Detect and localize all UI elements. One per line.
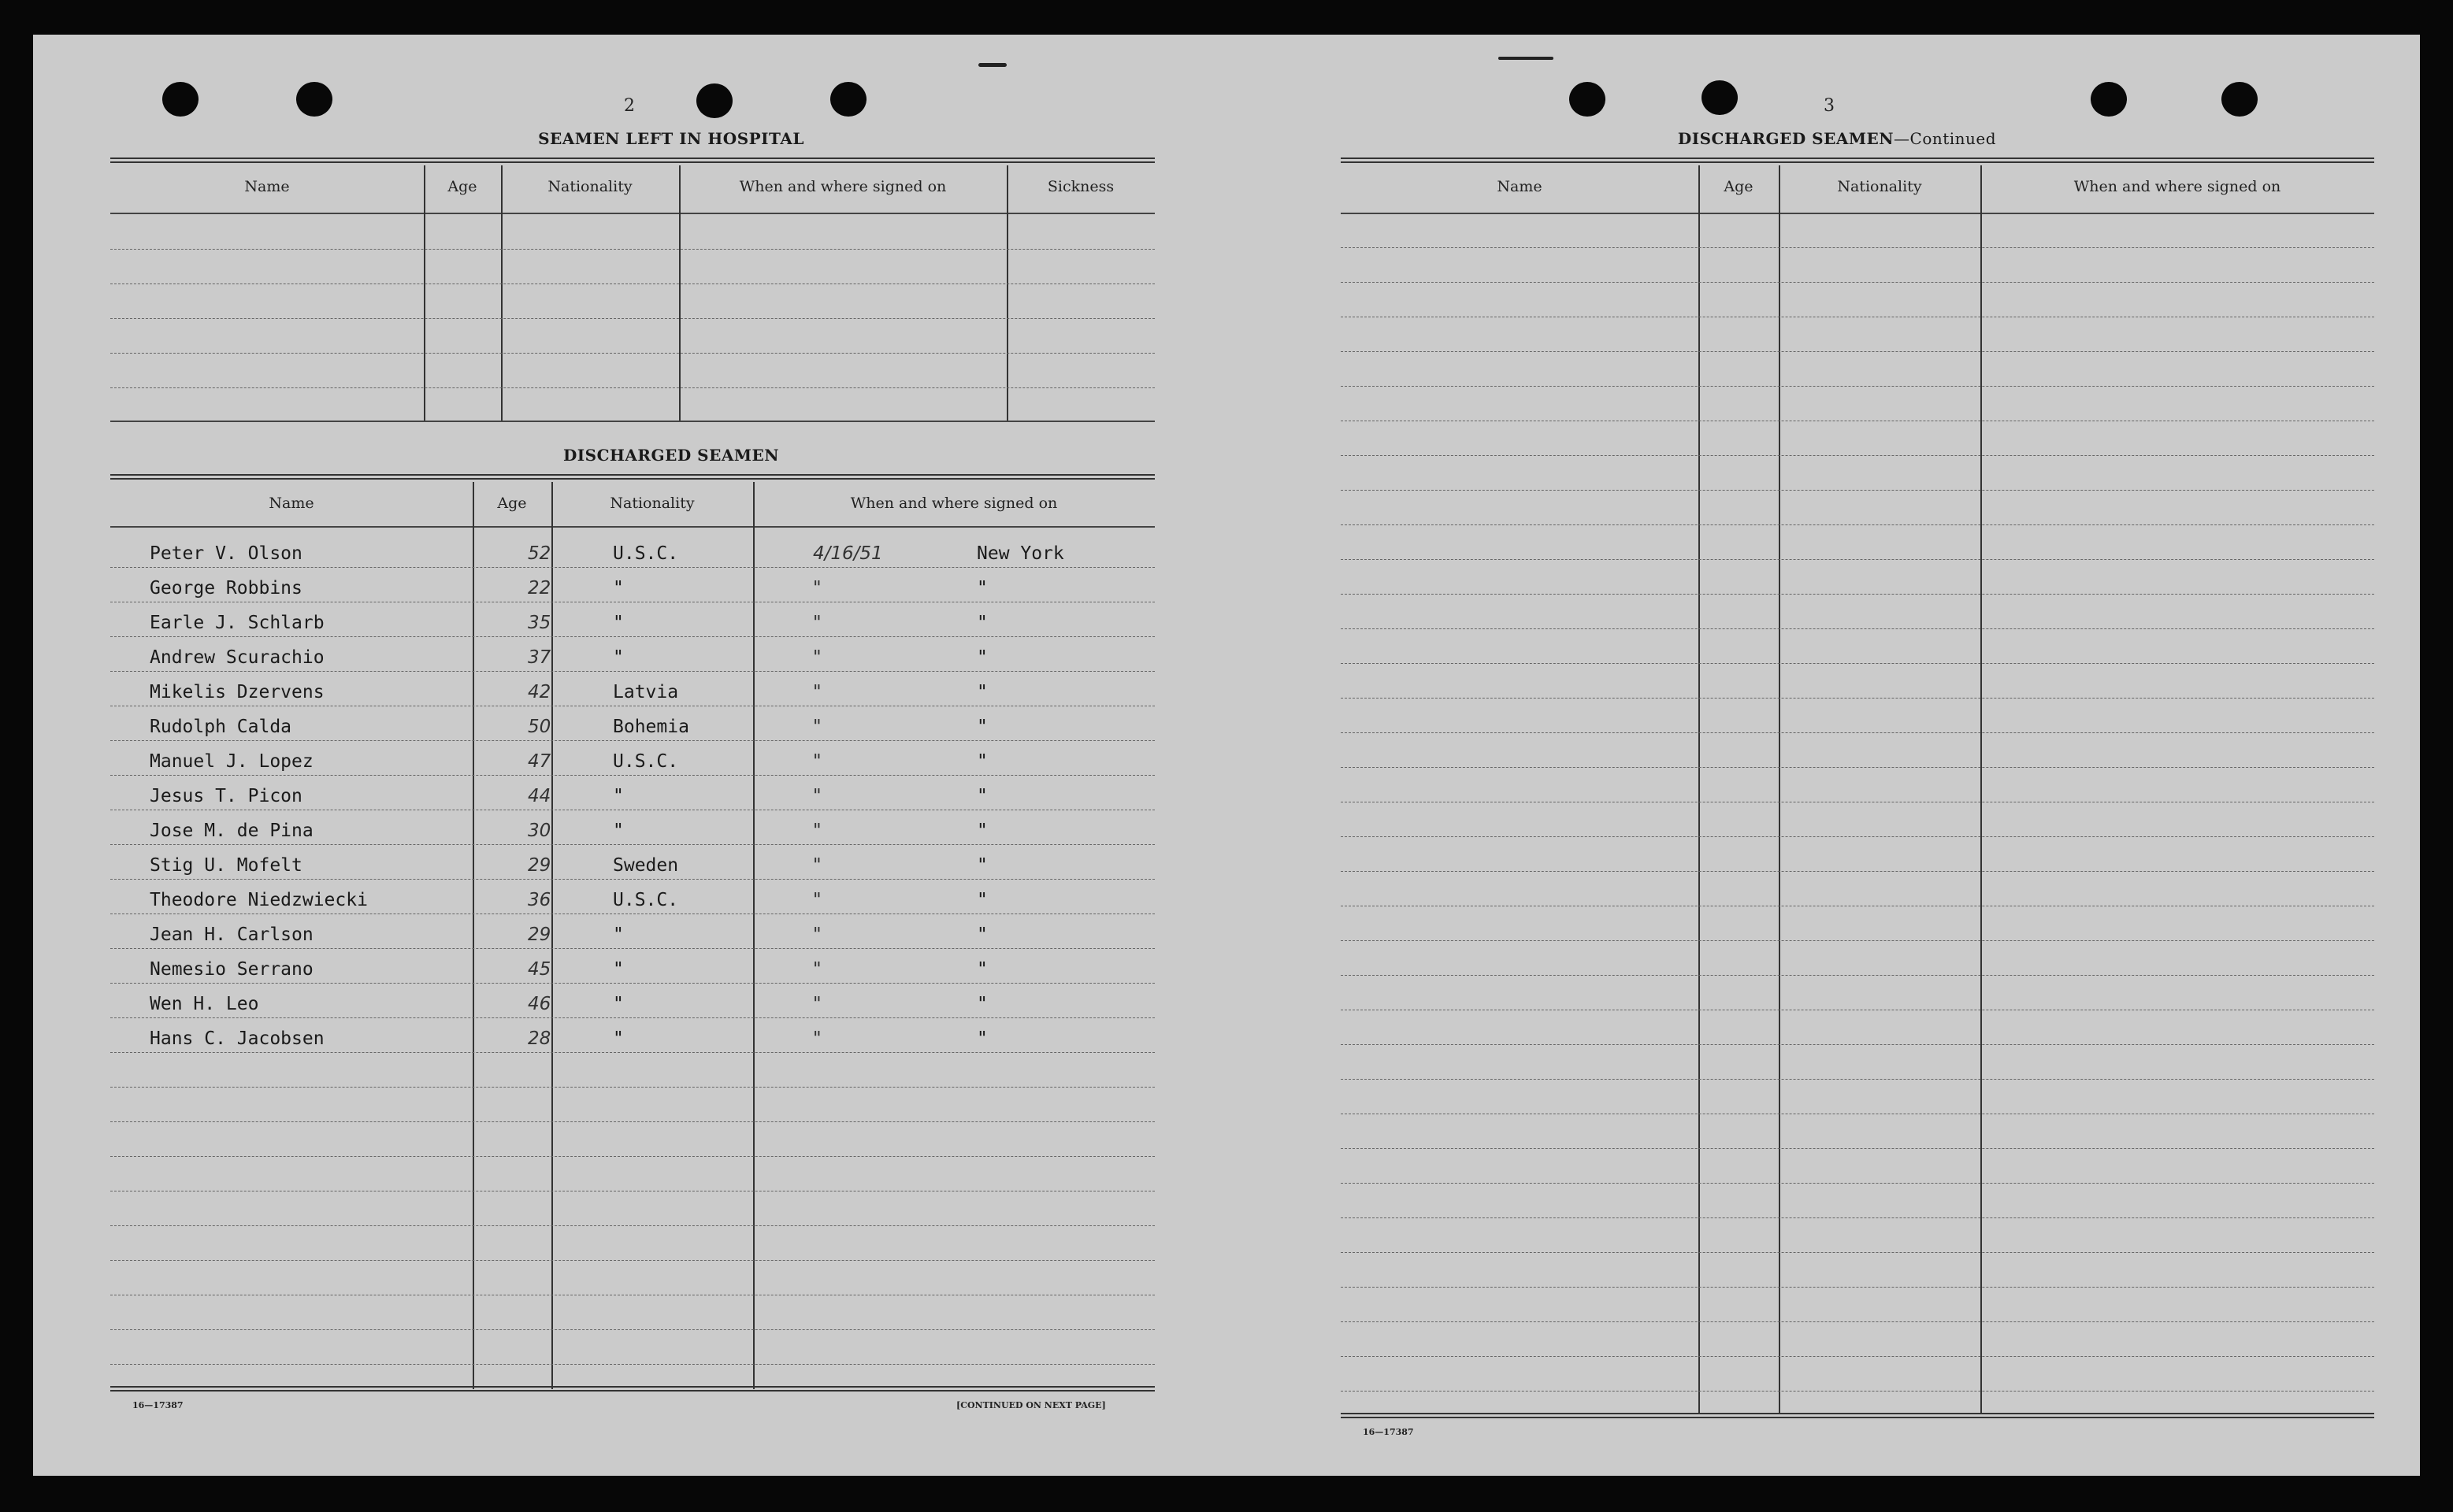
- cell-age: 47: [528, 751, 551, 772]
- cell-name: Nemesio Serrano: [150, 959, 314, 980]
- row-line: [1341, 1183, 2374, 1184]
- column-header-name: Name: [1497, 178, 1542, 195]
- cell-when: ": [813, 682, 822, 702]
- cell-when: ": [813, 959, 822, 980]
- cell-nationality: U.S.C.: [613, 751, 679, 772]
- row-line: [1341, 282, 2374, 283]
- cell-name: Stig U. Mofelt: [150, 855, 302, 876]
- table-bottom-rule: [1341, 1413, 2374, 1418]
- punch-hole: [696, 83, 733, 118]
- right-page: [1262, 35, 2420, 1476]
- punch-hole: [2091, 82, 2127, 117]
- row-line: [110, 1225, 1155, 1226]
- cell-nationality: Latvia: [613, 682, 679, 702]
- cell-when: ": [813, 821, 822, 841]
- cell-where: ": [977, 717, 988, 737]
- row-line: [110, 1017, 1155, 1018]
- row-line: [110, 983, 1155, 984]
- cell-nationality: Sweden: [613, 855, 679, 876]
- row-line: [110, 1087, 1155, 1088]
- row-line: [1341, 732, 2374, 733]
- title-continued: —Continued: [1894, 129, 1997, 148]
- row-line: [110, 1156, 1155, 1157]
- cell-where: New York: [977, 543, 1064, 564]
- cell-name: Jean H. Carlson: [150, 925, 314, 945]
- cell-name: Rudolph Calda: [150, 717, 292, 737]
- table-top-rule: [1341, 158, 2374, 163]
- cell-name: Peter V. Olson: [150, 543, 302, 564]
- cell-where: ": [977, 994, 988, 1014]
- row-line: [1341, 386, 2374, 387]
- row-line: [1341, 594, 2374, 595]
- row-line: [110, 1121, 1155, 1122]
- cell-age: 50: [528, 717, 551, 737]
- left-page: [33, 35, 1183, 1476]
- cell-when: ": [813, 890, 822, 910]
- row-line: [1341, 1321, 2374, 1322]
- row-line: [110, 740, 1155, 741]
- row-line: [1341, 1356, 2374, 1357]
- cell-nationality: ": [613, 613, 624, 633]
- table-top-rule: [110, 474, 1155, 480]
- discharged-section-title: DISCHARGED SEAMEN: [562, 446, 780, 465]
- row-line: [1341, 1148, 2374, 1149]
- punch-hole: [162, 82, 199, 117]
- cell-age: 29: [528, 925, 551, 945]
- cell-nationality: ": [613, 925, 624, 945]
- ink-smudge: [978, 63, 1007, 67]
- cell-name: Hans C. Jacobsen: [150, 1028, 325, 1049]
- row-line: [1341, 1217, 2374, 1218]
- row-line: [110, 1364, 1155, 1365]
- cell-where: ": [977, 786, 988, 806]
- cell-name: Jesus T. Picon: [150, 786, 302, 806]
- cell-age: 46: [528, 994, 551, 1014]
- cell-name: George Robbins: [150, 578, 302, 598]
- punch-hole: [2221, 82, 2258, 117]
- row-line: [110, 1052, 1155, 1053]
- cell-name: Theodore Niedzwiecki: [150, 890, 368, 910]
- cell-age: 52: [528, 543, 551, 564]
- cell-nationality: ": [613, 994, 624, 1014]
- column-header-when-where: When and where signed on: [850, 495, 1058, 512]
- cell-name: Andrew Scurachio: [150, 647, 325, 668]
- page-number: 2: [624, 96, 635, 116]
- column-header-nationality: Nationality: [610, 495, 695, 512]
- cell-when: ": [813, 855, 822, 876]
- title-main: DISCHARGED SEAMEN: [1677, 129, 1894, 148]
- cell-when: 4/16/51: [813, 543, 883, 564]
- hospital-section-title: SEAMEN LEFT IN HOSPITAL: [538, 129, 804, 148]
- row-line: [1341, 247, 2374, 248]
- row-line: [1341, 767, 2374, 768]
- column-header-nationality: Nationality: [1837, 178, 1922, 195]
- cell-when: ": [813, 751, 822, 772]
- cell-where: ": [977, 925, 988, 945]
- row-line: [110, 1260, 1155, 1261]
- cell-where: ": [977, 682, 988, 702]
- row-line: [110, 671, 1155, 672]
- table-bottom-rule: [110, 1386, 1155, 1392]
- cell-name: Earle J. Schlarb: [150, 613, 325, 633]
- discharged-continued-title: [1553, 129, 2121, 148]
- column-header-nationality: Nationality: [547, 178, 633, 195]
- row-line: [110, 636, 1155, 637]
- cell-when: ": [813, 1028, 822, 1049]
- cell-where: ": [977, 578, 988, 598]
- cell-age: 30: [528, 821, 551, 841]
- row-line: [1341, 871, 2374, 872]
- cell-when: ": [813, 613, 822, 633]
- continued-note: [CONTINUED ON NEXT PAGE]: [956, 1400, 1106, 1410]
- cell-age: 22: [528, 578, 551, 598]
- row-line: [1341, 455, 2374, 456]
- cell-where: ": [977, 751, 988, 772]
- cell-name: Wen H. Leo: [150, 994, 259, 1014]
- row-line: [1341, 975, 2374, 976]
- cell-age: 37: [528, 647, 551, 668]
- cell-nationality: ": [613, 821, 624, 841]
- column-header-age: Age: [497, 495, 527, 512]
- ink-smudge: [1498, 57, 1553, 60]
- cell-age: 42: [528, 682, 551, 702]
- row-line: [1341, 628, 2374, 629]
- punch-hole: [296, 82, 332, 117]
- cell-name: Manuel J. Lopez: [150, 751, 314, 772]
- cell-name: Mikelis Dzervens: [150, 682, 325, 702]
- column-header-name: Name: [269, 495, 314, 512]
- cell-age: 29: [528, 855, 551, 876]
- cell-where: ": [977, 890, 988, 910]
- punch-hole: [830, 82, 867, 117]
- row-line: [110, 948, 1155, 949]
- cell-when: ": [813, 994, 822, 1014]
- cell-nationality: ": [613, 647, 624, 668]
- row-line: [1341, 559, 2374, 560]
- cell-age: 44: [528, 786, 551, 806]
- row-line: [1341, 490, 2374, 491]
- row-line: [1341, 836, 2374, 837]
- row-line: [1341, 1391, 2374, 1392]
- row-line: [1341, 351, 2374, 352]
- row-line: [1341, 1252, 2374, 1253]
- cell-when: ": [813, 786, 822, 806]
- cell-where: ": [977, 647, 988, 668]
- row-line: [1341, 698, 2374, 699]
- cell-where: ": [977, 1028, 988, 1049]
- cell-when: ": [813, 717, 822, 737]
- cell-nationality: Bohemia: [613, 717, 689, 737]
- cell-when: ": [813, 925, 822, 945]
- cell-age: 45: [528, 959, 551, 980]
- cell-when: ": [813, 578, 822, 598]
- column-header-when-where: When and where signed on: [2073, 178, 2281, 195]
- document-sheet: [33, 35, 2420, 1476]
- cell-where: ": [977, 959, 988, 980]
- row-line: [1341, 1044, 2374, 1045]
- row-line: [110, 567, 1155, 568]
- column-header-sickness: Sickness: [1047, 178, 1115, 195]
- row-line: [1341, 1079, 2374, 1080]
- cell-name: Jose M. de Pina: [150, 821, 314, 841]
- column-header-name: Name: [244, 178, 290, 195]
- cell-when: ": [813, 647, 822, 668]
- cell-nationality: ": [613, 578, 624, 598]
- row-line: [1341, 1287, 2374, 1288]
- column-header-when-where: When and where signed on: [739, 178, 947, 195]
- row-line: [110, 844, 1155, 845]
- cell-age: 35: [528, 613, 551, 633]
- cell-nationality: ": [613, 1028, 624, 1049]
- form-number: 16—17387: [1363, 1427, 1414, 1437]
- cell-age: 36: [528, 890, 551, 910]
- row-line: [110, 775, 1155, 776]
- column-header-age: Age: [447, 178, 477, 195]
- punch-hole: [1569, 82, 1605, 117]
- cell-where: ": [977, 855, 988, 876]
- cell-nationality: ": [613, 786, 624, 806]
- cell-nationality: U.S.C.: [613, 543, 679, 564]
- form-number: 16—17387: [132, 1400, 184, 1410]
- column-header-age: Age: [1724, 178, 1753, 195]
- row-line: [110, 1329, 1155, 1330]
- row-line: [1341, 663, 2374, 664]
- cell-where: ": [977, 613, 988, 633]
- cell-where: ": [977, 821, 988, 841]
- cell-nationality: ": [613, 959, 624, 980]
- page-number: 3: [1824, 96, 1835, 116]
- row-line: [1341, 940, 2374, 941]
- punch-hole: [1702, 80, 1738, 115]
- table-top-rule: [110, 158, 1155, 163]
- row-line: [110, 879, 1155, 880]
- row-line: [1341, 524, 2374, 525]
- cell-age: 28: [528, 1028, 551, 1049]
- cell-nationality: U.S.C.: [613, 890, 679, 910]
